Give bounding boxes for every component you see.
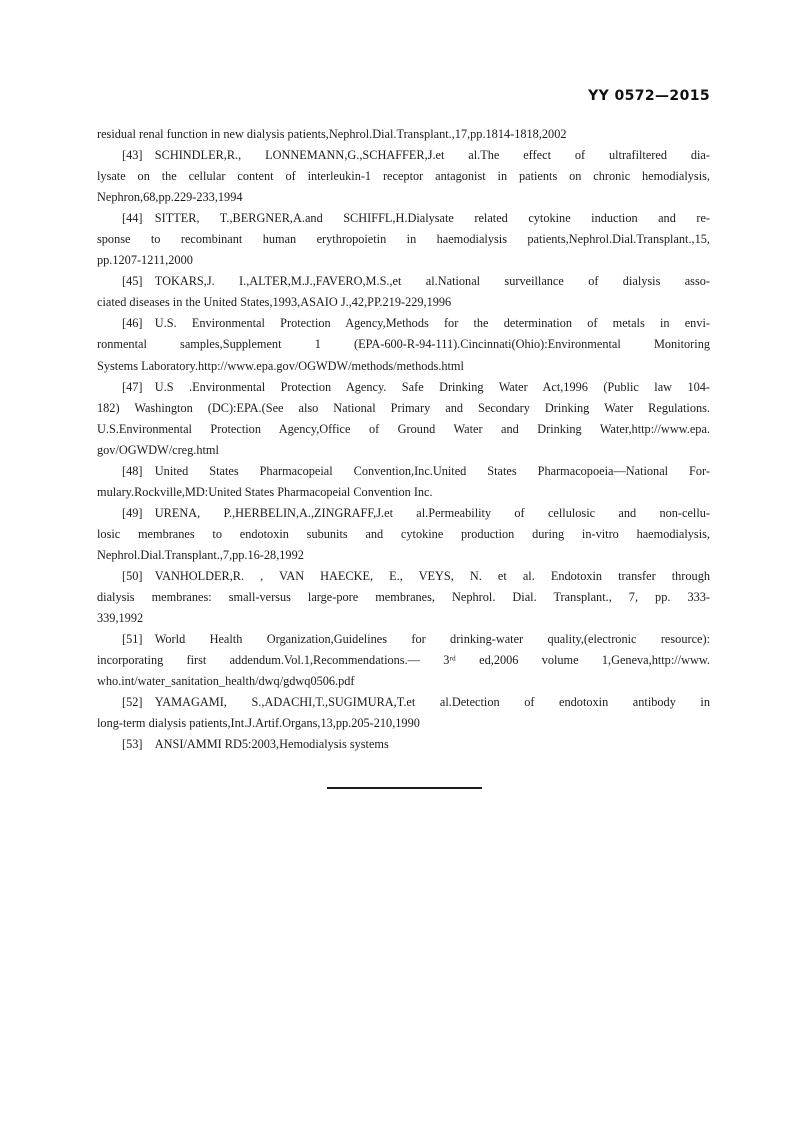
reference-line: Nephron,68,pp.229-233,1994 <box>97 190 243 205</box>
reference-50 <box>97 566 710 629</box>
reference-line: [46] U.S. Environmental Protection Agency,Methods for the determination of metals in envi- <box>122 316 710 331</box>
reference-line: gov/OGWDW/creg.html <box>97 442 219 457</box>
end-of-references-divider <box>327 787 482 789</box>
reference-line: [50] VANHOLDER,R. , VAN HAECKE, E., VEYS, N. et al. Endotoxin transfer through <box>122 568 710 583</box>
reference-line: long-term dialysis patients,Int.J.Artif.Organs,13,pp.205-210,1990 <box>97 716 420 731</box>
reference-42-continuation <box>97 124 710 145</box>
reference-line: pp.1207-1211,2000 <box>97 253 193 268</box>
reference-line: who.int/water_sanitation_health/dwq/gdwq0506.pdf <box>97 674 355 689</box>
reference-line: [52] YAMAGAMI, S.,ADACHI,T.,SUGIMURA,T.et al.Detection of endotoxin antibody in <box>122 695 710 710</box>
reference-51 <box>97 629 710 692</box>
reference-52 <box>97 692 710 734</box>
reference-line: U.S.Environmental Protection Agency,Office of Ground Water and Drinking Water,http://www.epa. <box>97 421 710 436</box>
reference-line: 182) Washington (DC):EPA.(See also National Primary and Secondary Drinking Water Regulations. <box>97 400 710 415</box>
reference-line: [45] TOKARS,J. I.,ALTER,M.J.,FAVERO,M.S.,et al.National surveillance of dialysis asso- <box>122 274 710 289</box>
reference-line: Nephrol.Dial.Transplant.,7,pp.16-28,1992 <box>97 547 304 562</box>
reference-line: [49] URENA, P.,HERBELIN,A.,ZINGRAFF,J.et al.Permeability of cellulosic and non-cellu- <box>122 505 710 520</box>
reference-49 <box>97 503 710 566</box>
reference-line: ronmental samples,Supplement 1 (EPA-600-R-94-111).Cincinnati(Ohio):Environmental Monitoring <box>97 337 710 352</box>
reference-53 <box>97 734 710 755</box>
reference-line: ciated diseases in the United States,1993,ASAIO J.,42,PP.219-229,1996 <box>97 295 452 310</box>
reference-line: lysate on the cellular content of interleukin-1 receptor antagonist in patients on chronic hemodialysis, <box>97 169 710 184</box>
reference-47 <box>97 377 710 461</box>
reference-line: mulary.Rockville,MD:United States Pharmacopeial Convention Inc. <box>97 484 433 499</box>
reference-line: dialysis membranes: small-versus large-pore membranes, Nephrol. Dial. Transplant., 7, pp. 333- <box>97 590 710 605</box>
reference-line: incorporating first addendum.Vol.1,Recommendations.— 3ʳᵈ ed,2006 volume 1,Geneva,http://www. <box>97 653 710 668</box>
reference-line: residual renal function in new dialysis patients,Nephrol.Dial.Transplant.,17,pp.1814-1818,2002 <box>97 127 567 141</box>
reference-line: [44] SITTER, T.,BERGNER,A.and SCHIFFL,H.Dialysate related cytokine induction and re- <box>122 211 710 226</box>
reference-48 <box>97 461 710 503</box>
reference-45 <box>97 271 710 313</box>
reference-line: [51] World Health Organization,Guidelines for drinking-water quality,(electronic resource): <box>122 632 710 647</box>
reference-line: 339,1992 <box>97 611 144 626</box>
reference-44 <box>97 208 710 271</box>
reference-line: sponse to recombinant human erythropoietin in haemodialysis patients,Nephrol.Dial.Transplant.,15, <box>97 232 710 247</box>
reference-line: losic membranes to endotoxin subunits and cytokine production during in-vitro haemodialysis, <box>97 526 710 541</box>
reference-line: [48] United States Pharmacopeial Convention,Inc.United States Pharmacopoeia—National For- <box>122 463 710 478</box>
references-list <box>97 124 710 755</box>
reference-line: [53] ANSI/AMMI RD5:2003,Hemodialysis systems <box>122 737 389 752</box>
reference-line: [43] SCHINDLER,R., LONNEMANN,G.,SCHAFFER,J.et al.The effect of ultrafiltered dia- <box>122 148 710 163</box>
doc-number: YY 0572—2015 <box>588 88 710 104</box>
reference-line: [47] U.S .Environmental Protection Agency. Safe Drinking Water Act,1996 (Public law 104- <box>122 379 710 394</box>
reference-46 <box>97 313 710 376</box>
reference-43 <box>97 145 710 208</box>
reference-line: Systems Laboratory.http://www.epa.gov/OGWDW/methods/methods.html <box>97 358 464 373</box>
